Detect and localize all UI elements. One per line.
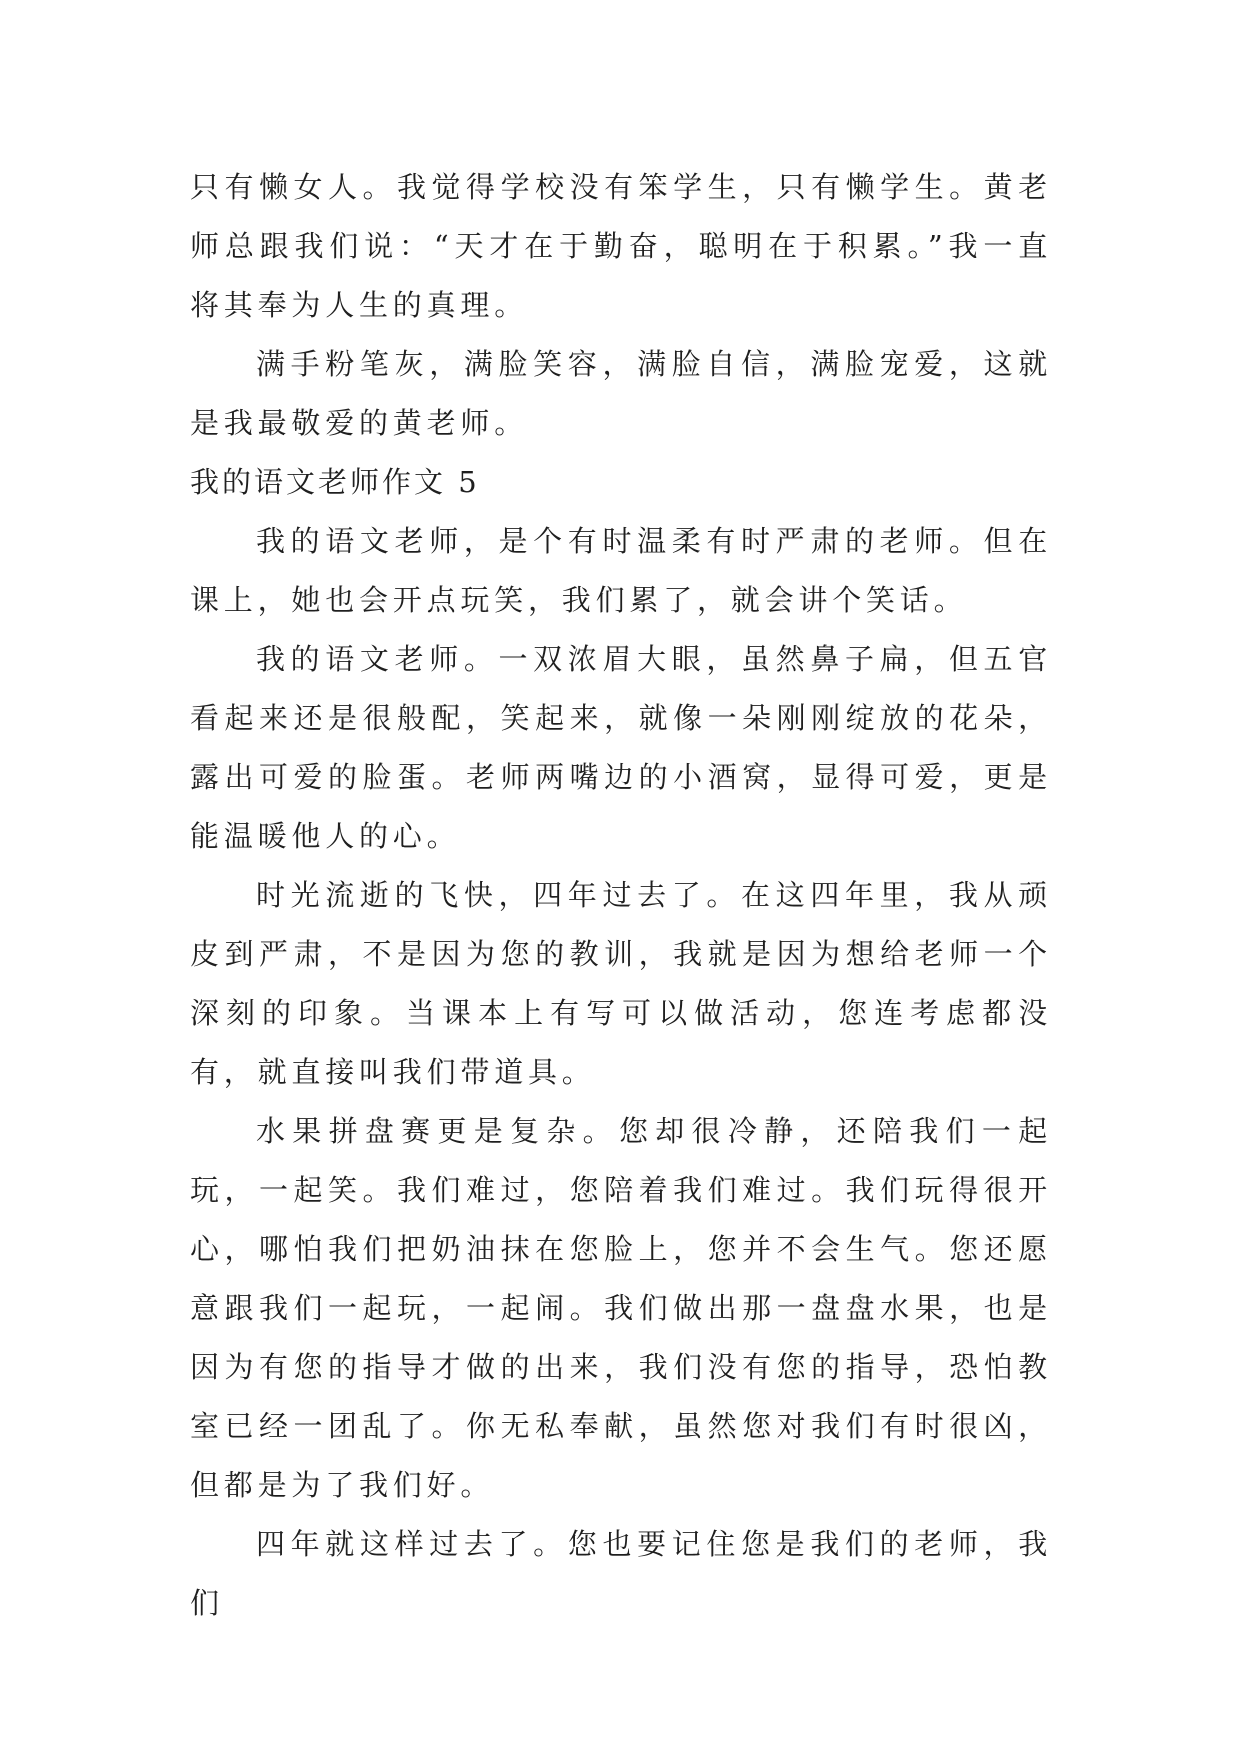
document-body — [190, 158, 1052, 1633]
paragraph-2: 满手粉笔灰，满脸笑容，满脸自信，满脸宠爱，这就是我最敬爱的黄老师。 — [190, 347, 1052, 440]
section-heading: 我的语文老师作文 5 — [190, 465, 480, 499]
paragraph-6: 水果拼盘赛更是复杂。您却很冷静，还陪我们一起玩，一起笑。我们难过，您陪着我们难过。我们玩得很开心，哪怕我们把奶油抹在您脸上，您并不会生气。您还愿意跟我们一起玩，一起闹。我们做出那一盘盘水果，也是因为有您的指导才做的出来，我们没有您的指导，恐怕教室已经一团乱了。你无私奉献，虽然您对我们有时很凶，但都是为了我们好。 — [190, 1114, 1052, 1502]
paragraph-7: 四年就这样过去了。您也要记住您是我们的老师，我们 — [190, 1527, 1052, 1620]
paragraph-1: 只有懒女人。我觉得学校没有笨学生，只有懒学生。黄老师总跟我们说：“天才在于勤奋，聪明在于积累。”我一直将其奉为人生的真理。 — [190, 170, 1052, 322]
paragraph-5: 时光流逝的飞快，四年过去了。在这四年里，我从顽皮到严肃，不是因为您的教训，我就是因为想给老师一个深刻的印象。当课本上有写可以做活动，您连考虑都没有，就直接叫我们带道具。 — [190, 878, 1052, 1089]
paragraph-3: 我的语文老师，是个有时温柔有时严肃的老师。但在课上，她也会开点玩笑，我们累了，就会讲个笑话。 — [190, 524, 1052, 617]
paragraph-4: 我的语文老师。一双浓眉大眼，虽然鼻子扁，但五官看起来还是很般配，笑起来，就像一朵刚刚绽放的花朵，露出可爱的脸蛋。老师两嘴边的小酒窝，显得可爱，更是能温暖他人的心。 — [190, 642, 1052, 853]
